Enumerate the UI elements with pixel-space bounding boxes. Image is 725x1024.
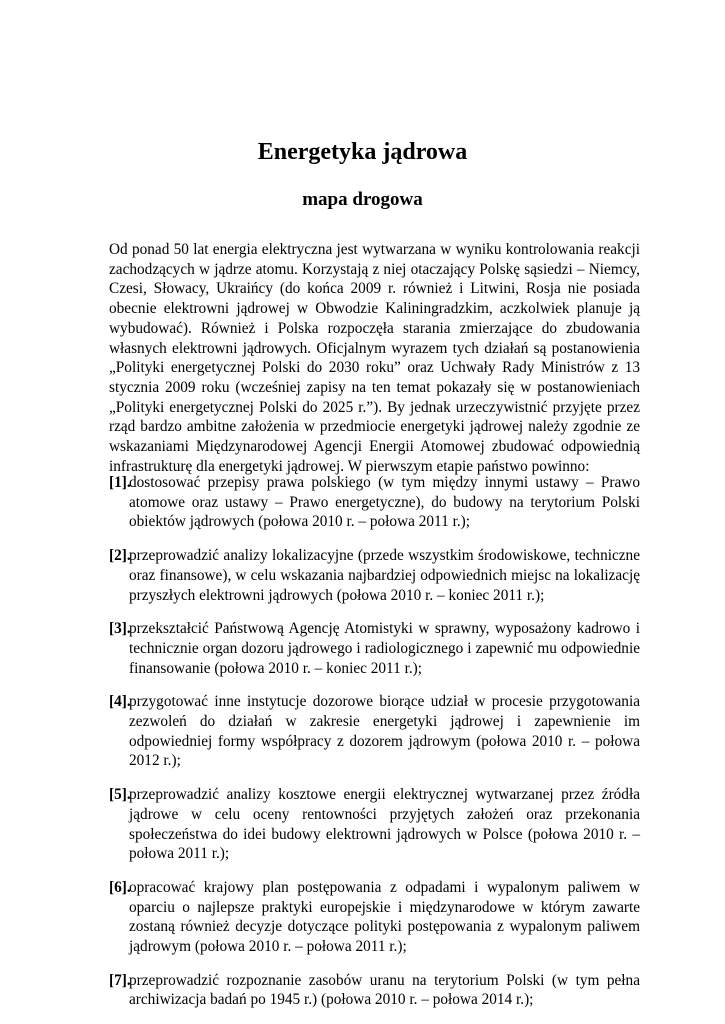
list-item xyxy=(109,546,640,605)
action-list xyxy=(109,473,640,1024)
list-item-text: przeprowadzić rozpoznanie zasobów uranu na terytorium Polski (w tym pełna archiwizacja badań po 1945 r.) (połowa 2010 r. – połowa 2014 r.); xyxy=(129,971,640,1009)
intro-paragraph: Od ponad 50 lat energia elektryczna jest wytwarzana w wyniku kontrolowania reakcji zachodzących w jądrze atomu. Korzystają z niej otaczający Polskę sąsiedzi – Niemcy, Czesi, Słowacy, Ukraińcy (do końca 2009 r. również i Litwini, Rosja nie posiada obecnie elektrowni jądrowej w Obwodzie Kaliningradzkim, aczkolwiek planuje ją wybudować). Również i Polska rozpoczęła starania zmierzające do zbudowania własnych elektrowni jądrowych. Oficjalnym wyrazem tych działań są postanowienia „Polityki energetycznej Polski do 2030 roku” oraz Uchwały Rady Ministrów z 13 stycznia 2009 roku (wcześniej zapisy na ten temat pokazały się w postanowieniach „Polityki energetycznej Polski do 2025 r.”). By jednak urzeczywistnić przyjęte przez rząd bardzo ambitne założenia w przedmiocie energetyki jądrowej należy zgodnie ze wskazaniami Międzynarodowej Agencji Energii Atomowej zbudować odpowiednią infrastrukturę dla energetyki jądrowej. W pierwszym etapie państwo powinno: xyxy=(109,241,640,475)
list-item-number: [1]. xyxy=(109,474,131,491)
page-subtitle: mapa drogowa xyxy=(302,189,423,210)
list-item xyxy=(109,785,640,864)
list-item xyxy=(109,473,640,532)
list-item-number: [5]. xyxy=(109,786,131,804)
page-title: Energetyka jądrowa xyxy=(257,139,468,165)
list-item xyxy=(109,971,640,1010)
list-item-number: [4]. xyxy=(109,693,131,711)
list-item-text: przekształcić Państwową Agencję Atomistyki w sprawny, wyposażony kadrowo i technicznie organ dozoru jądrowego i radiologicznego i zapewnić mu odpowiednie finansowanie (połowa 2010 r. – koniec 2011 r.); xyxy=(129,620,640,677)
list-item-text: przygotować inne instytucje dozorowe biorące udział w procesie przygotowania zezwoleń do działań w zakresie energetyki jądrowej i zapewnienie im odpowiedniej formy współpracy z dozorem jądrowym (połowa 2010 r. – połowa 2012 r.); xyxy=(129,693,640,770)
list-item xyxy=(109,692,640,771)
list-item-number: [6]. xyxy=(109,878,131,896)
list-item-number: [3]. xyxy=(109,620,131,638)
list-item xyxy=(109,619,640,678)
list-item-text: dostosować przepisy prawa polskiego (w tym między innymi ustawy – Prawo atomowe oraz ustawy – Prawo energetyczne), do budowy na terytorium Polski obiektów jądrowych (połowa 2010 r. – połowa 2011 r.); xyxy=(129,474,640,531)
list-item-number: [7]. xyxy=(109,971,131,989)
list-item-number: [2]. xyxy=(109,547,131,565)
list-item-text: opracować krajowy plan postępowania z odpadami i wypalonym paliwem w oparciu o najlepsze praktyki europejskie i międzynarodowe w którym zawarte zostaną również decyzje dotyczące polityki postępowania z wypalonym paliwem jądrowym (połowa 2010 r. – połowa 2011 r.); xyxy=(129,878,640,956)
list-item-text: przeprowadzić analizy lokalizacyjne (przede wszystkim środowiskowe, techniczne oraz finansowe), w celu wskazania najbardziej odpowiednich miejsc na lokalizację przyszłych elektrowni jądrowych (połowa 2010 r. – koniec 2011 r.); xyxy=(129,547,640,604)
list-item-text: przeprowadzić analizy kosztowe energii elektrycznej wytwarzanej przez źródła jądrowe w celu oceny rentowności przyjętych założeń oraz przekonania społeczeństwa do idei budowy elektrowni jądrowych w Polsce (połowa 2010 r. – połowa 2011 r.); xyxy=(129,786,640,863)
list-item xyxy=(109,878,640,957)
